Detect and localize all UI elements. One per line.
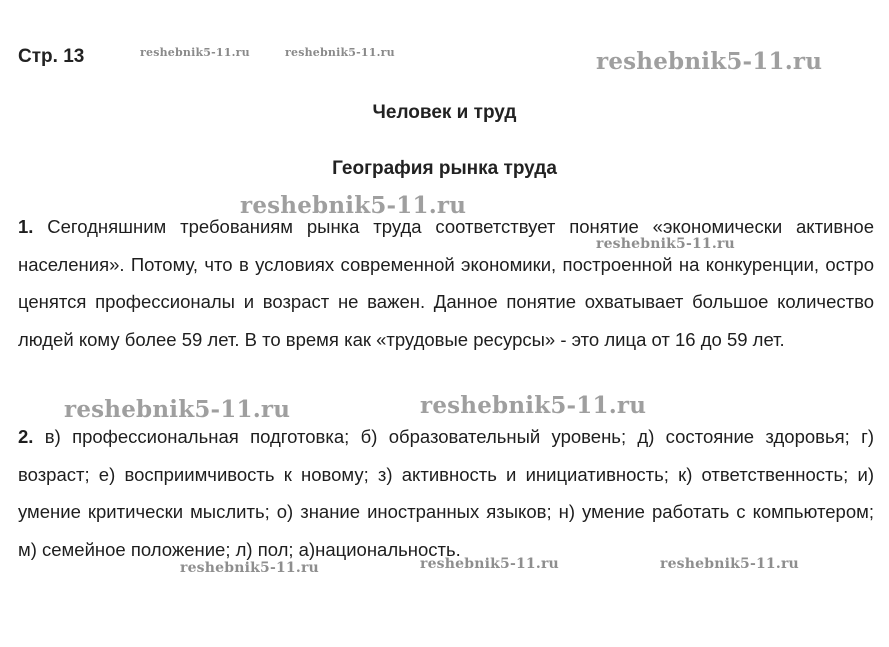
section-subtitle: География рынка труда: [332, 158, 557, 179]
watermark: reshebnik5-11.ru: [660, 556, 799, 572]
answer-number: 2.: [18, 426, 34, 447]
watermark: reshebnik5-11.ru: [420, 392, 647, 419]
page-number: Стр. 13: [18, 46, 85, 67]
answer-text: Сегодняшним требованиям рынка труда соответствует понятие «экономически активное населения». Потому, что в условиях современной экономики, построенной на конкуренции, остро ценятся профессионалы и возраст не важен. Данное понятие охватывает большое количество людей кому более 59 лет. В то время как «трудовые ресурсы» - это лица от 16 до 59 лет.: [18, 216, 874, 350]
watermark: reshebnik5-11.ru: [285, 46, 395, 59]
answer-paragraph-2: [18, 418, 874, 568]
answer-number: 1.: [18, 216, 34, 237]
answer-paragraph-1: [18, 208, 874, 358]
watermark: reshebnik5-11.ru: [64, 396, 291, 423]
answer-text: в) профессиональная подготовка; б) образовательный уровень; д) состояние здоровья; г) возраст; е) восприимчивость к новому; з) активность и инициативность; к) ответственность; и) умение критически мыслить; о) знание иностранных языков; н) умение работать с компьютером; м) семейное положение; л) пол; а)национальность.: [18, 426, 874, 560]
chapter-title: Человек и труд: [372, 102, 517, 123]
watermark: reshebnik5-11.ru: [596, 236, 735, 252]
watermark: reshebnik5-11.ru: [240, 192, 467, 219]
watermark: reshebnik5-11.ru: [420, 556, 559, 572]
watermark: reshebnik5-11.ru: [596, 48, 823, 75]
watermark: reshebnik5-11.ru: [140, 46, 250, 59]
watermark: reshebnik5-11.ru: [180, 560, 319, 576]
